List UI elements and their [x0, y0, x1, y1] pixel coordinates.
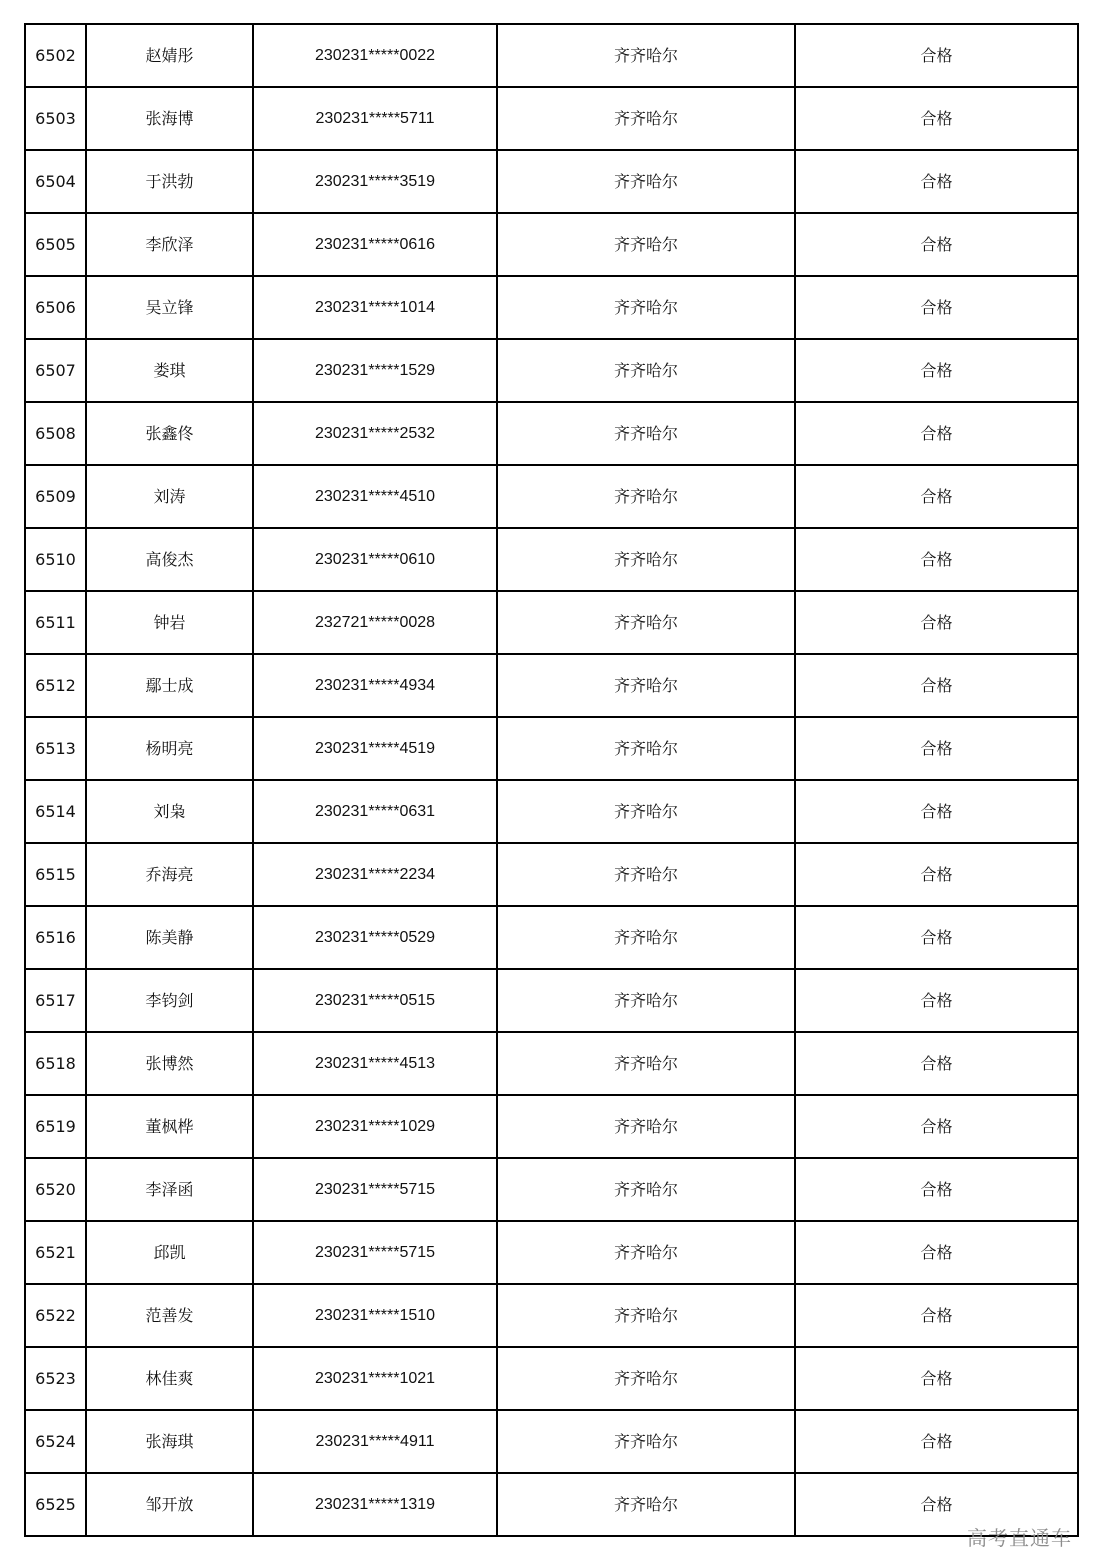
table-row [25, 1347, 1078, 1410]
cell-status: 合格 [795, 1473, 1078, 1536]
cell-city: 齐齐哈尔 [497, 528, 795, 591]
cell-number: 6521 [25, 1221, 86, 1284]
cell-city: 齐齐哈尔 [497, 591, 795, 654]
cell-name: 吴立锋 [86, 276, 253, 339]
cell-city: 齐齐哈尔 [497, 780, 795, 843]
table-row [25, 1410, 1078, 1473]
cell-city: 齐齐哈尔 [497, 843, 795, 906]
table-row [25, 1221, 1078, 1284]
cell-number: 6505 [25, 213, 86, 276]
cell-name: 杨明亮 [86, 717, 253, 780]
cell-id-number: 230231*****0610 [253, 528, 497, 591]
roster-table [24, 23, 1079, 1537]
cell-city: 齐齐哈尔 [497, 969, 795, 1032]
cell-city: 齐齐哈尔 [497, 87, 795, 150]
cell-number: 6517 [25, 969, 86, 1032]
table-row [25, 717, 1078, 780]
cell-id-number: 230231*****4911 [253, 1410, 497, 1473]
cell-name: 高俊杰 [86, 528, 253, 591]
table-row [25, 780, 1078, 843]
table-row [25, 1473, 1078, 1536]
cell-name: 赵婧彤 [86, 24, 253, 87]
cell-number: 6514 [25, 780, 86, 843]
cell-id-number: 230231*****3519 [253, 150, 497, 213]
cell-status: 合格 [795, 1158, 1078, 1221]
cell-number: 6522 [25, 1284, 86, 1347]
cell-number: 6513 [25, 717, 86, 780]
cell-name: 张海博 [86, 87, 253, 150]
cell-status: 合格 [795, 87, 1078, 150]
cell-number: 6520 [25, 1158, 86, 1221]
table-row [25, 213, 1078, 276]
cell-number: 6506 [25, 276, 86, 339]
table-row [25, 528, 1078, 591]
cell-name: 陈美静 [86, 906, 253, 969]
cell-name: 董枫桦 [86, 1095, 253, 1158]
cell-status: 合格 [795, 1410, 1078, 1473]
cell-status: 合格 [795, 1095, 1078, 1158]
cell-name: 李泽函 [86, 1158, 253, 1221]
cell-id-number: 230231*****1021 [253, 1347, 497, 1410]
cell-id-number: 230231*****1029 [253, 1095, 497, 1158]
cell-id-number: 230231*****1014 [253, 276, 497, 339]
cell-id-number: 230231*****2532 [253, 402, 497, 465]
cell-id-number: 230231*****0529 [253, 906, 497, 969]
cell-name: 张博然 [86, 1032, 253, 1095]
cell-name: 于洪勃 [86, 150, 253, 213]
cell-city: 齐齐哈尔 [497, 339, 795, 402]
cell-city: 齐齐哈尔 [497, 1473, 795, 1536]
cell-number: 6503 [25, 87, 86, 150]
cell-id-number: 230231*****5715 [253, 1221, 497, 1284]
cell-id-number: 230231*****4934 [253, 654, 497, 717]
cell-city: 齐齐哈尔 [497, 1347, 795, 1410]
cell-id-number: 230231*****5715 [253, 1158, 497, 1221]
cell-name: 刘涛 [86, 465, 253, 528]
cell-status: 合格 [795, 213, 1078, 276]
cell-id-number: 230231*****4513 [253, 1032, 497, 1095]
roster-sheet [24, 23, 1077, 1537]
table-row [25, 1284, 1078, 1347]
table-row [25, 591, 1078, 654]
table-row [25, 339, 1078, 402]
table-row [25, 150, 1078, 213]
cell-status: 合格 [795, 528, 1078, 591]
cell-city: 齐齐哈尔 [497, 906, 795, 969]
cell-status: 合格 [795, 339, 1078, 402]
cell-city: 齐齐哈尔 [497, 1410, 795, 1473]
cell-city: 齐齐哈尔 [497, 150, 795, 213]
cell-name: 钟岩 [86, 591, 253, 654]
table-row [25, 87, 1078, 150]
cell-number: 6509 [25, 465, 86, 528]
cell-number: 6512 [25, 654, 86, 717]
table-row [25, 465, 1078, 528]
cell-name: 李钧剑 [86, 969, 253, 1032]
cell-status: 合格 [795, 150, 1078, 213]
cell-number: 6523 [25, 1347, 86, 1410]
cell-id-number: 232721*****0028 [253, 591, 497, 654]
cell-city: 齐齐哈尔 [497, 1221, 795, 1284]
cell-id-number: 230231*****0616 [253, 213, 497, 276]
cell-name: 娄琪 [86, 339, 253, 402]
cell-city: 齐齐哈尔 [497, 24, 795, 87]
cell-id-number: 230231*****2234 [253, 843, 497, 906]
cell-number: 6515 [25, 843, 86, 906]
cell-id-number: 230231*****1319 [253, 1473, 497, 1536]
table-row [25, 24, 1078, 87]
cell-number: 6504 [25, 150, 86, 213]
cell-name: 范善发 [86, 1284, 253, 1347]
cell-status: 合格 [795, 717, 1078, 780]
table-row [25, 906, 1078, 969]
cell-id-number: 230231*****0515 [253, 969, 497, 1032]
cell-name: 林佳爽 [86, 1347, 253, 1410]
table-row [25, 402, 1078, 465]
cell-name: 鄢士成 [86, 654, 253, 717]
cell-id-number: 230231*****4510 [253, 465, 497, 528]
cell-id-number: 230231*****0631 [253, 780, 497, 843]
table-row [25, 654, 1078, 717]
cell-status: 合格 [795, 1032, 1078, 1095]
cell-number: 6508 [25, 402, 86, 465]
cell-city: 齐齐哈尔 [497, 717, 795, 780]
table-row [25, 1095, 1078, 1158]
cell-city: 齐齐哈尔 [497, 402, 795, 465]
cell-city: 齐齐哈尔 [497, 1158, 795, 1221]
cell-id-number: 230231*****0022 [253, 24, 497, 87]
cell-number: 6518 [25, 1032, 86, 1095]
cell-status: 合格 [795, 654, 1078, 717]
table-row [25, 843, 1078, 906]
cell-number: 6519 [25, 1095, 86, 1158]
table-row [25, 276, 1078, 339]
cell-name: 邹开放 [86, 1473, 253, 1536]
cell-status: 合格 [795, 465, 1078, 528]
cell-status: 合格 [795, 1221, 1078, 1284]
cell-name: 乔海亮 [86, 843, 253, 906]
cell-status: 合格 [795, 402, 1078, 465]
cell-status: 合格 [795, 906, 1078, 969]
cell-name: 张海琪 [86, 1410, 253, 1473]
cell-number: 6510 [25, 528, 86, 591]
cell-number: 6524 [25, 1410, 86, 1473]
watermark-text: 高考直通车 [967, 1526, 1072, 1550]
cell-city: 齐齐哈尔 [497, 276, 795, 339]
cell-status: 合格 [795, 591, 1078, 654]
cell-id-number: 230231*****1510 [253, 1284, 497, 1347]
cell-status: 合格 [795, 276, 1078, 339]
cell-city: 齐齐哈尔 [497, 1032, 795, 1095]
cell-city: 齐齐哈尔 [497, 654, 795, 717]
cell-status: 合格 [795, 24, 1078, 87]
table-row [25, 1158, 1078, 1221]
cell-city: 齐齐哈尔 [497, 1095, 795, 1158]
cell-name: 刘枭 [86, 780, 253, 843]
cell-status: 合格 [795, 1284, 1078, 1347]
roster-table-body [25, 24, 1078, 1536]
cell-number: 6516 [25, 906, 86, 969]
cell-city: 齐齐哈尔 [497, 213, 795, 276]
cell-name: 李欣泽 [86, 213, 253, 276]
cell-city: 齐齐哈尔 [497, 1284, 795, 1347]
cell-id-number: 230231*****4519 [253, 717, 497, 780]
cell-status: 合格 [795, 1347, 1078, 1410]
cell-number: 6511 [25, 591, 86, 654]
cell-id-number: 230231*****1529 [253, 339, 497, 402]
cell-city: 齐齐哈尔 [497, 465, 795, 528]
table-row [25, 969, 1078, 1032]
cell-name: 邱凯 [86, 1221, 253, 1284]
cell-number: 6507 [25, 339, 86, 402]
cell-number: 6525 [25, 1473, 86, 1536]
cell-status: 合格 [795, 780, 1078, 843]
table-row [25, 1032, 1078, 1095]
cell-id-number: 230231*****5711 [253, 87, 497, 150]
cell-status: 合格 [795, 843, 1078, 906]
cell-number: 6502 [25, 24, 86, 87]
cell-name: 张鑫佟 [86, 402, 253, 465]
cell-status: 合格 [795, 969, 1078, 1032]
